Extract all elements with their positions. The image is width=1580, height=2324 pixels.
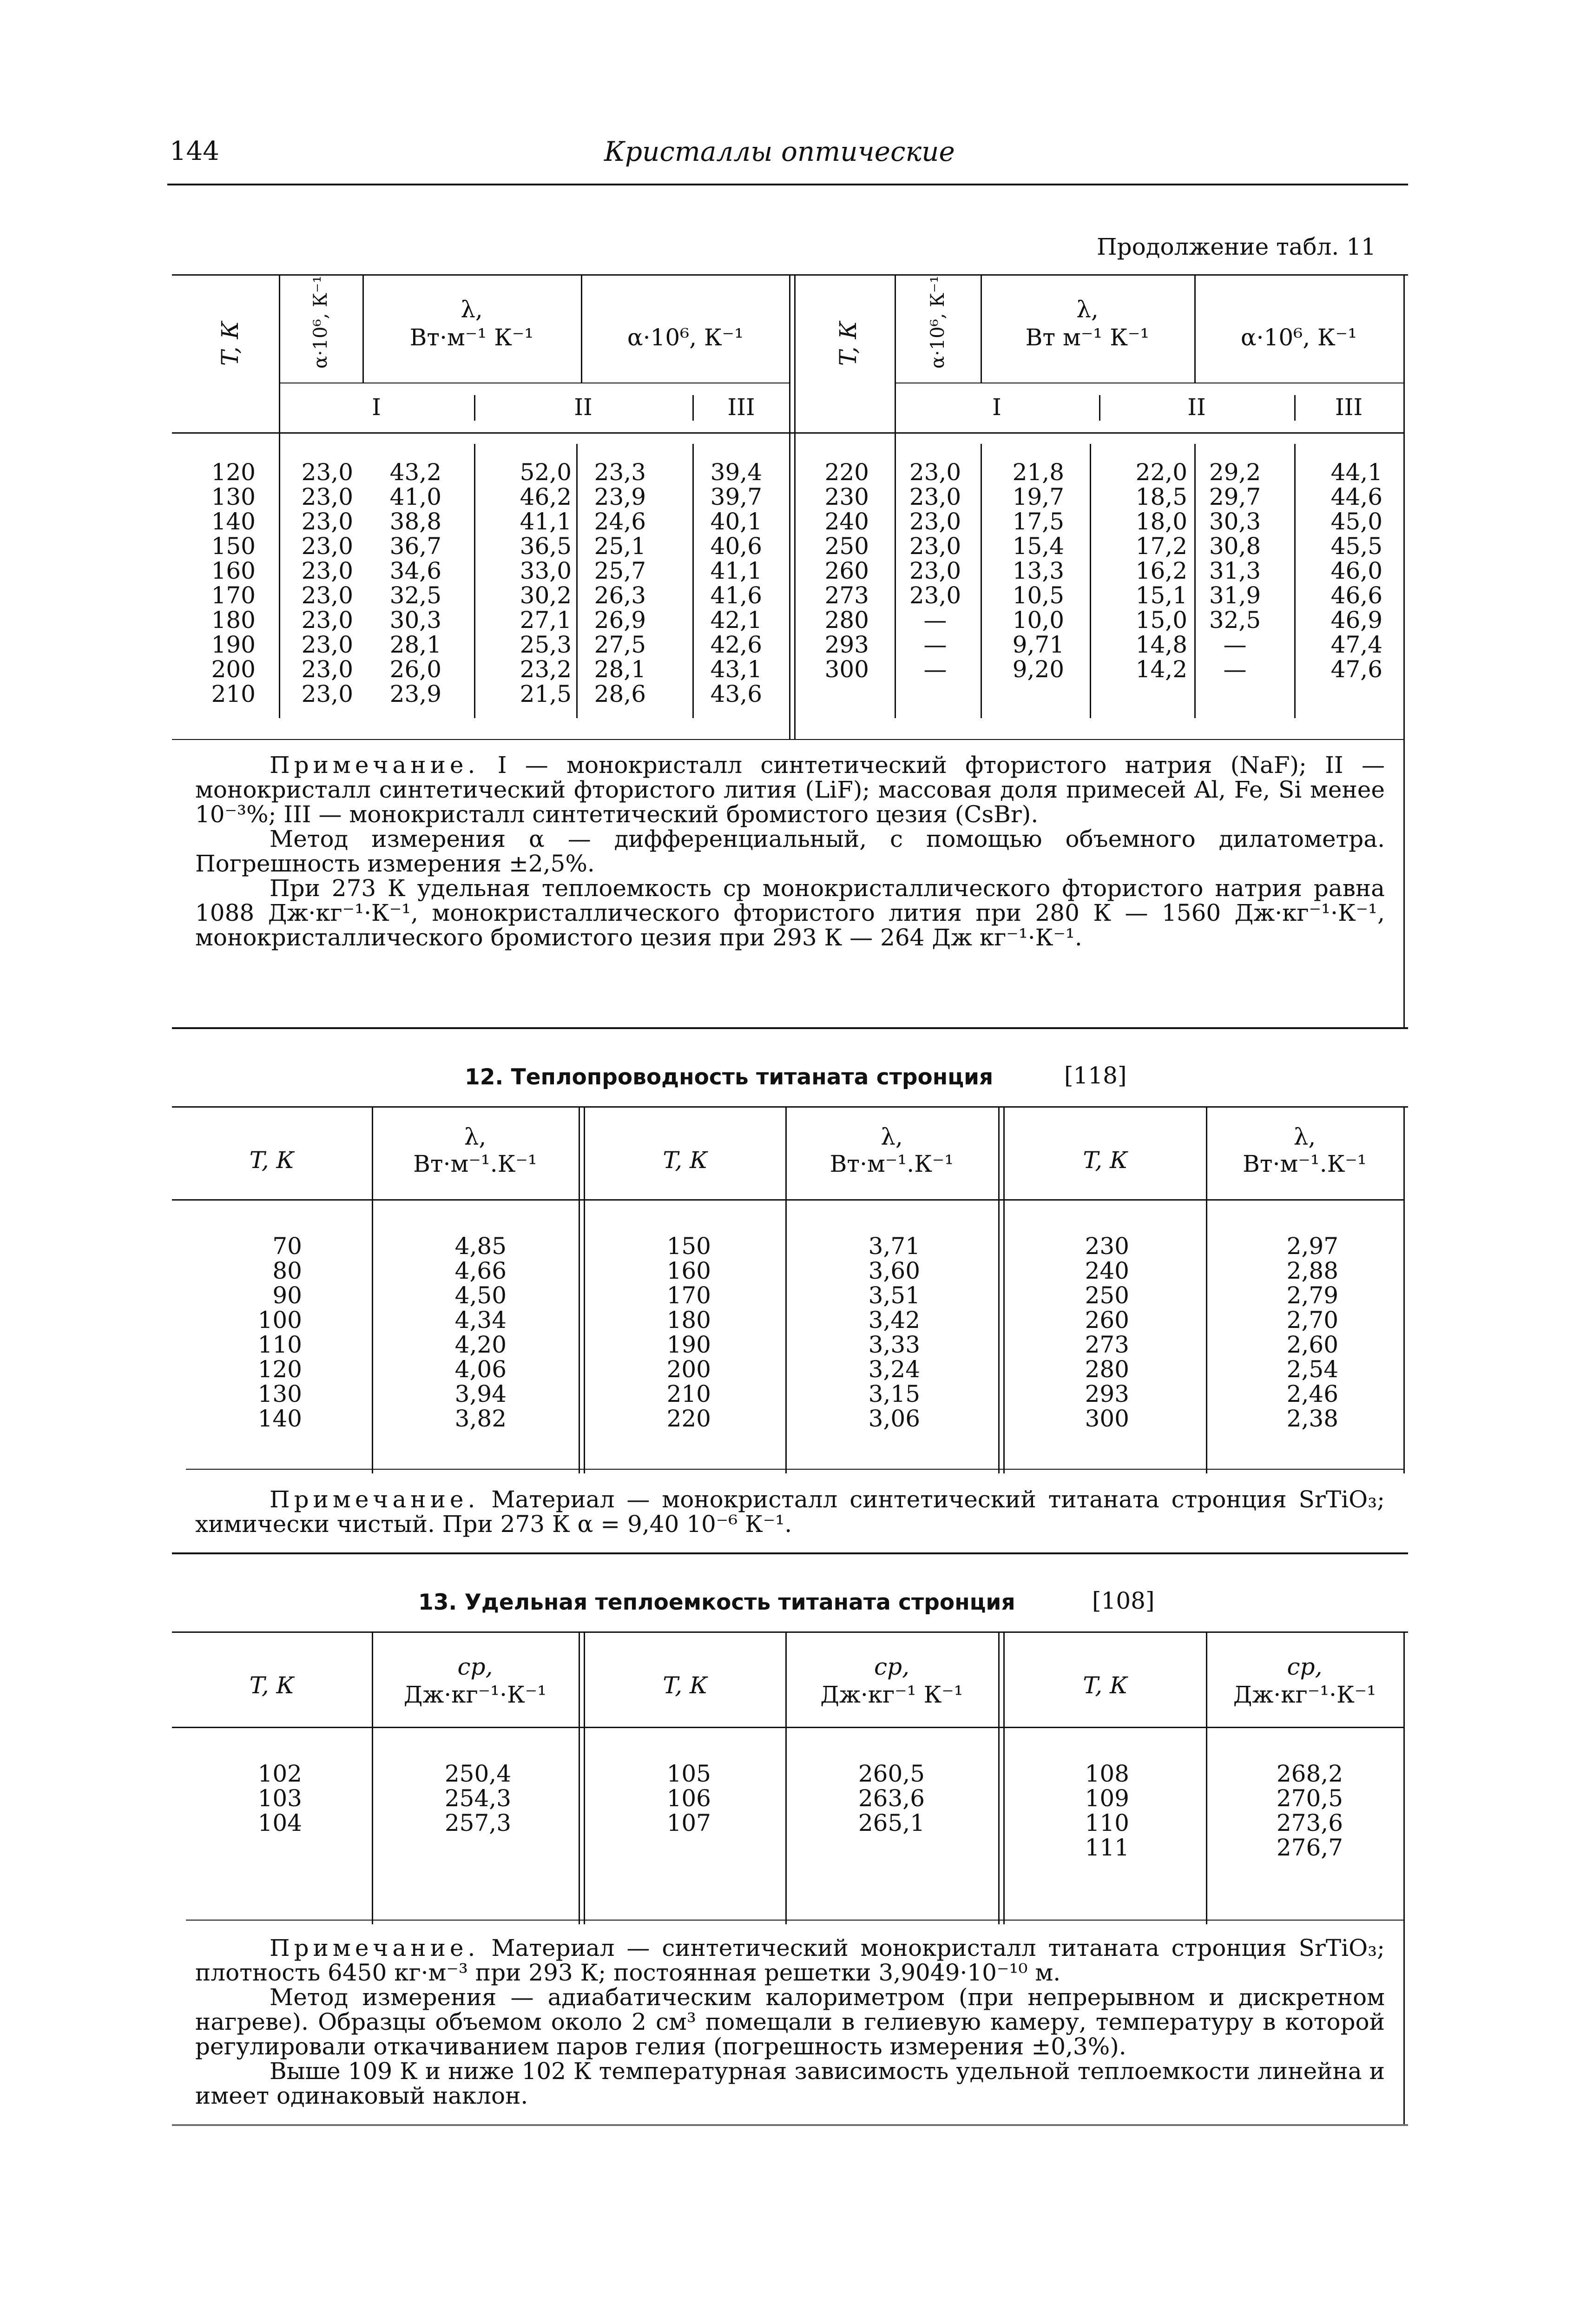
t11-col-alpha-II2: 29,2 29,7 30,3 30,8 31,3 31,9 32,5 — —	[1209, 459, 1261, 683]
t13-h-cu1: Дж·кг⁻¹·К⁻¹	[403, 1681, 547, 1708]
t12-ref: [118]	[1064, 1062, 1127, 1089]
t11-note-p2: Метод измерения α — дифференциальный, с помощью объемного дилатометра. Погрешность измерения ±2,5%.	[195, 825, 1385, 877]
t11-header-T: T, К	[217, 321, 244, 366]
t12-h-T3: T, К	[1083, 1147, 1128, 1174]
t11-col-alpha-II: 23,3 23,9 24,6 25,1 25,7 26,3 26,9 27,5 28,1 28,6	[594, 459, 646, 707]
t12-bottom-rule	[172, 1552, 1408, 1554]
t13-caption: 13. Удельная теплоемкость титаната стронция	[418, 1590, 1015, 1615]
t11-header-alpha: α·10⁶, К⁻¹	[627, 324, 744, 351]
t11-b-v5	[895, 444, 896, 718]
t11-header-T2: T, К	[835, 321, 862, 366]
t11-header-alpha2: α·10⁶, К⁻¹	[1240, 324, 1357, 351]
running-title: Кристаллы оптические	[604, 136, 955, 167]
t12-h-T2: T, К	[663, 1147, 708, 1174]
t11-bottom-rule	[172, 1027, 1408, 1029]
t11-header-lambda-unit2: Вт м⁻¹ К⁻¹	[1025, 324, 1150, 351]
continuation-label: Продолжение табл. 11	[1097, 233, 1376, 260]
t11-b-v9	[1294, 444, 1296, 718]
t11-header-lambda-unit: Вт·м⁻¹ К⁻¹	[409, 324, 534, 351]
t11-header-lambda2: λ,	[1076, 296, 1099, 323]
header-rule	[167, 184, 1408, 185]
t11-header-alpha-k: α·10⁶, К⁻¹	[310, 275, 331, 369]
t11-mid-double	[789, 274, 796, 739]
t13-note-p3: Выше 109 К и ниже 102 К температурная зависимость удельной теплоемкости линейна и имеет одинаковый наклон.	[195, 2058, 1385, 2109]
t11-body-bottom	[172, 739, 1403, 740]
t12-caption: 12. Теплопроводность титаната стронция	[465, 1064, 994, 1090]
t11-b-v3	[692, 444, 694, 718]
t13-col-T3: 108 109 110 111	[1085, 1760, 1129, 1861]
t11-header-III: III	[727, 394, 755, 421]
t11-col-lambda-I2: 21,8 19,7 17,5 15,4 13,3 10,5 10,0 9,71 9,20	[1012, 459, 1064, 683]
t11-col-T2: 220 230 240 250 260 273 280 293 300	[824, 459, 869, 683]
t12-h-lu2: Вт·м⁻¹.К⁻¹	[830, 1150, 954, 1177]
t12-d2	[998, 1106, 1005, 1473]
t13-col-T1: 102 103 104	[257, 1760, 302, 1836]
t11-col-lambda-II: 52,0 46,2 41,1 36,5 33,0 30,2 27,1 25,3 23,2 21,5	[520, 459, 572, 707]
t12-col-L1: 4,85 4,66 4,50 4,34 4,20 4,06 3,94 3,82	[454, 1233, 507, 1432]
t13-col-C3: 268,2 270,5 273,6 276,7	[1276, 1760, 1343, 1861]
t11-header-III2: III	[1335, 394, 1363, 421]
t11-b-v8	[1194, 444, 1196, 718]
t12-header-bottom	[172, 1199, 1403, 1201]
t13-h-c1: cp,	[457, 1653, 493, 1680]
t11-header-II2: II	[1187, 394, 1206, 421]
t12-h-lu3: Вт·м⁻¹.К⁻¹	[1243, 1150, 1367, 1177]
t13-col-C1: 250,4 254,3 257,3	[444, 1760, 511, 1836]
t11-b-v4	[279, 444, 280, 718]
t13-top-rule	[172, 1631, 1408, 1633]
t11-col-lambda-I: 43,2 41,0 38,8 36,7 34,6 32,5 30,3 28,1 26,0 23,9	[389, 459, 441, 707]
t11-col-alpha-I2: 23,0 23,0 23,0 23,0 23,0 23,0 — — —	[909, 459, 961, 683]
t11-right-edge	[1403, 274, 1405, 1027]
t13-body-bottom	[186, 1920, 1403, 1921]
t12-d1	[579, 1106, 585, 1473]
t11-col-alpha-I: 23,0 23,0 23,0 23,0 23,0 23,0 23,0 23,0 23,0 23,0	[301, 459, 353, 707]
t13-bottom-rule	[172, 2124, 1408, 2126]
t12-h-l1: λ,	[464, 1123, 487, 1150]
t12-note	[195, 1487, 1385, 1537]
t12-col-T3: 230 240 250 260 273 280 293 300	[1085, 1233, 1129, 1432]
t13-h-T3: T, К	[1083, 1672, 1128, 1699]
t13-d2	[998, 1631, 1005, 1924]
t13-right-edge	[1403, 1631, 1405, 2124]
t11-note-label: Примечание.	[270, 752, 480, 779]
page-number: 144	[170, 136, 219, 166]
t12-note-text: Материал — монокристалл синтетический титаната стронция SrTiO₃; химически чистый. При 273 К α = 9,40 10⁻⁶ К⁻¹.	[195, 1486, 1385, 1538]
t11-b-v6	[981, 444, 982, 718]
t12-top-rule	[172, 1106, 1408, 1108]
t11-note	[195, 753, 1385, 950]
t13-h-cu2: Дж·кг⁻¹ К⁻¹	[820, 1681, 963, 1708]
t12-right-edge	[1403, 1106, 1405, 1473]
t11-header-II: II	[574, 394, 592, 421]
t12-note-label: Примечание.	[270, 1486, 480, 1513]
t12-h-l2: λ,	[881, 1123, 903, 1150]
t13-note-p2: Метод измерения — адиабатическим калориметром (при непрерывном и дискретном нагреве). Образцы объемом около 2 см³ помещали в гелиевую камеру, температуру в которой регулировали откачиванием паров гелия (погрешность измерения ±0,3%).	[195, 1984, 1385, 2060]
t11-b-v1	[474, 444, 475, 718]
t13-h-T1: T, К	[249, 1672, 295, 1699]
t11-note-p1: I — монокристалл синтетический фтористого натрия (NaF); II — монокристалл синтетический фтористого лития (LiF); массовая доля примесей Al, Fe, Si менее 10⁻³%; III — монокристалл синтетический бромистого цезия (CsBr).	[195, 752, 1385, 828]
t12-col-L3: 2,97 2,88 2,79 2,70 2,60 2,54 2,46 2,38	[1286, 1233, 1338, 1432]
t12-h-T1: T, К	[249, 1147, 295, 1174]
t13-h-T2: T, К	[663, 1672, 708, 1699]
t13-col-T2: 105 106 107	[666, 1760, 711, 1836]
t13-h-c2: cp,	[874, 1653, 909, 1680]
t11-header-lambda: λ,	[461, 296, 483, 323]
t13-ref: [108]	[1092, 1587, 1155, 1614]
t13-note	[195, 1936, 1385, 2108]
t13-d1	[579, 1631, 585, 1924]
t11-col-alpha-III: 39,4 39,7 40,1 40,6 41,1 41,6 42,1 42,6 43,1 43,6	[710, 459, 762, 707]
t12-body-bottom	[186, 1469, 1403, 1470]
t11-header-alpha-k2: α·10⁶, К⁻¹	[927, 275, 948, 369]
t13-note-label: Примечание.	[270, 1934, 480, 1961]
t11-col-alpha-III2: 44,1 44,6 45,0 45,5 46,0 46,6 46,9 47,4 47,6	[1330, 459, 1382, 683]
t13-note-p1: Материал — синтетический монокристалл титаната стронция SrTiO₃; плотность 6450 кг·м⁻³ при 293 К; постоянная решетки 3,9049·10⁻¹⁰ м.	[195, 1934, 1385, 1986]
t11-col-lambda-II2: 22,0 18,5 18,0 17,2 16,2 15,1 15,0 14,8 14,2	[1135, 459, 1187, 683]
t11-col-T: 120 130 140 150 160 170 180 190 200 210	[211, 459, 256, 707]
t12-h-l3: λ,	[1293, 1123, 1316, 1150]
t11-header-I: I	[372, 394, 381, 421]
t11-note-p3: При 273 К удельная теплоемкость cp монокристаллического фтористого натрия равна 1088 Дж·кг⁻¹·К⁻¹, монокристаллического фтористого лития при 280 К — 1560 Дж·кг⁻¹·К⁻¹, монокристаллического бромистого цезия при 293 К — 264 Дж кг⁻¹·К⁻¹.	[195, 875, 1385, 951]
t11-b-v7	[1090, 444, 1091, 718]
t13-h-c3: cp,	[1287, 1653, 1323, 1680]
t11-b-v2	[576, 444, 578, 718]
t12-h-lu1: Вт·м⁻¹.К⁻¹	[413, 1150, 537, 1177]
t12-col-L2: 3,71 3,60 3,51 3,42 3,33 3,24 3,15 3,06	[868, 1233, 920, 1432]
t11-header-I2: I	[992, 394, 1001, 421]
t13-header-bottom	[172, 1727, 1403, 1728]
t13-h-cu3: Дж·кг⁻¹·К⁻¹	[1233, 1681, 1376, 1708]
t12-col-T1: 70 80 90 100 110 120 130 140	[257, 1233, 302, 1432]
t12-col-T2: 150 160 170 180 190 200 210 220	[666, 1233, 711, 1432]
t13-col-C2: 260,5 263,6 265,1	[858, 1760, 925, 1836]
t11-header-bottom	[172, 432, 1403, 434]
